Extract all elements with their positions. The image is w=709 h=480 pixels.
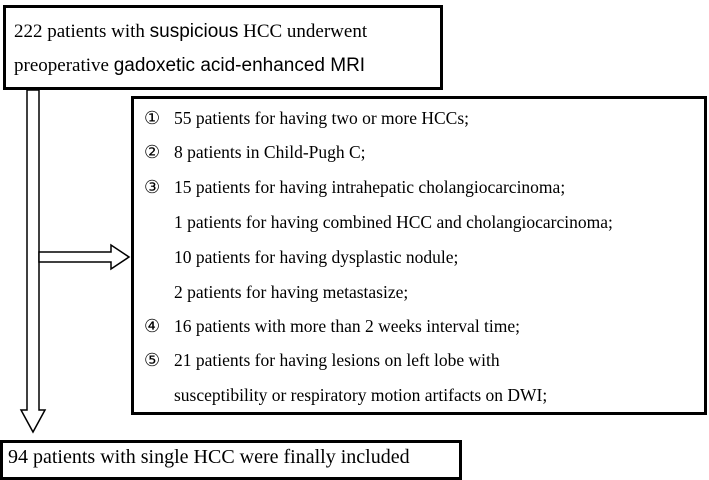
exclusion-text: 8 patients in Child-Pugh C;: [174, 142, 366, 162]
final-cohort-text: 94 patients with single HCC were finally included: [8, 446, 410, 468]
circled-number-5: ⑤: [144, 350, 161, 371]
exclusion-item: [144, 107, 469, 130]
exclusion-item: [144, 349, 500, 372]
circled-number-2: ②: [144, 142, 161, 163]
enrollment-emphasis: gadoxetic acid-enhanced MRI: [113, 55, 366, 76]
exclusion-subitem: [144, 281, 408, 303]
exclusion-item: [144, 315, 520, 338]
exclusion-box: [131, 96, 707, 415]
circled-number-1: ①: [144, 108, 161, 129]
enrollment-line-2: [14, 48, 440, 84]
exclusion-text: 1 patients for having combined HCC and cholangiocarcinoma;: [174, 212, 613, 232]
exclusion-text: 15 patients for having intrahepatic cholangiocarcinoma;: [174, 177, 566, 197]
circled-number-4: ④: [144, 316, 161, 337]
exclusion-text: 21 patients for having lesions on left lobe with: [174, 350, 500, 370]
enrollment-text: 222 patients with: [14, 21, 150, 42]
enrollment-line-1: [14, 14, 440, 50]
exclusion-text: susceptibility or respiratory motion artifacts on DWI;: [174, 385, 548, 405]
exclusion-item: [144, 141, 366, 164]
exclusion-subitem: [144, 384, 547, 406]
enrollment-text: HCC underwent: [238, 21, 368, 42]
right-arrow: [39, 245, 129, 269]
final-cohort-box: [0, 440, 462, 480]
enrollment-emphasis: suspicious: [149, 21, 239, 42]
exclusion-text: 16 patients with more than 2 weeks interval time;: [174, 316, 521, 336]
exclusion-text: 10 patients for having dysplastic nodule;: [174, 247, 459, 267]
exclusion-text: 2 patients for having metastasize;: [174, 282, 409, 302]
circled-number-3: ③: [144, 177, 161, 198]
exclusion-item: [144, 176, 565, 199]
enrollment-box: [3, 5, 443, 90]
exclusion-subitem: [144, 211, 613, 233]
enrollment-text: preoperative: [14, 55, 114, 76]
exclusion-text: 55 patients for having two or more HCCs;: [174, 108, 470, 128]
exclusion-subitem: [144, 246, 458, 268]
